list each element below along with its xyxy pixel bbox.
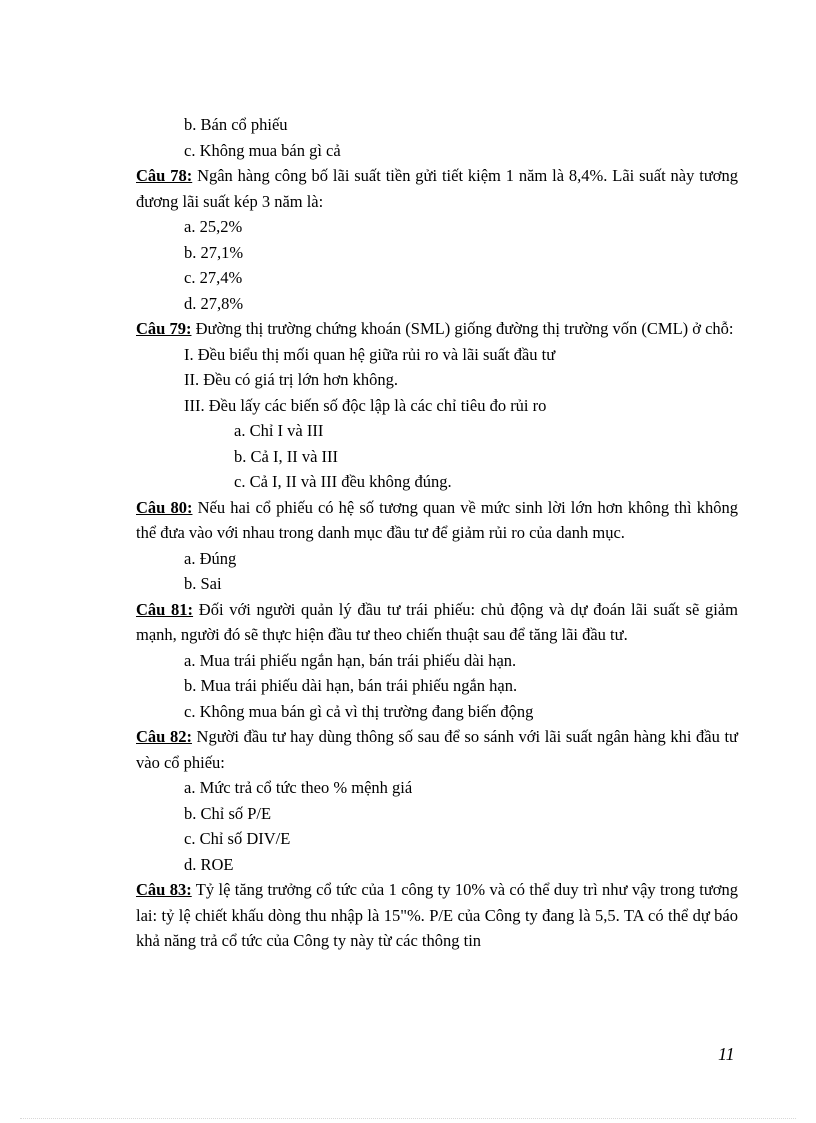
option-line: c. Không mua bán gì cả xyxy=(184,140,341,160)
option-line: c. Cả I, II và III đều không đúng. xyxy=(234,472,452,491)
option-line: b. Mua trái phiếu dài hạn, bán trái phiếu ngắn hạn. xyxy=(184,676,518,695)
question-label: Câu 78: xyxy=(136,166,193,185)
question-text: Tỷ lệ tăng trưởng cổ tức của 1 công ty 10% và có thể duy trì như vậy trong tương lai: tỷ lệ chiết khấu dòng thu nhập là 15"%. P/E của Công ty đang là 5,5. TA có thể dự báo khả năng trả cổ tức của Công ty này từ các thông tin xyxy=(136,880,738,950)
question-text: Người đầu tư hay dùng thông số sau để so sánh với lãi suất ngân hàng khi đầu tư vào cổ phiếu: xyxy=(136,727,739,772)
option-line: c. Không mua bán gì cả vì thị trường đang biến động xyxy=(184,701,534,721)
question-label: Câu 80: xyxy=(136,497,193,517)
statement-line: I. Đều biểu thị mối quan hệ giữa rủi ro và lãi suất đầu tư xyxy=(184,344,556,364)
question-text: Đường thị trường chứng khoán (SML) giống đường thị trường vốn (CML) ở chỗ: xyxy=(191,319,734,338)
question-label: Câu 79: xyxy=(136,319,192,338)
option-line: c. Chỉ số DIV/E xyxy=(184,829,291,848)
document-body xyxy=(136,112,738,954)
option-line: d. 27,8% xyxy=(184,293,244,313)
footer-divider xyxy=(20,1118,796,1119)
question-label: Câu 83: xyxy=(136,880,192,899)
option-line: a. Mua trái phiếu ngắn hạn, bán trái phiếu dài hạn. xyxy=(184,650,517,670)
question-82 xyxy=(136,724,738,775)
question-label: Câu 82: xyxy=(136,727,192,746)
question-81 xyxy=(136,597,738,648)
question-80 xyxy=(136,495,738,546)
option-line: d. ROE xyxy=(184,854,234,874)
question-text: Đối với người quản lý đầu tư trái phiếu: chủ động và dự đoán lãi suất sẽ giảm mạnh, người đó sẽ thực hiện đầu tư theo chiến thuật sau để tăng lãi đầu tư. xyxy=(136,599,738,644)
option-line: a. 25,2% xyxy=(184,217,243,236)
question-78 xyxy=(136,163,738,214)
option-line: a. Đúng xyxy=(184,548,237,568)
option-line: b. Chỉ số P/E xyxy=(184,803,272,823)
option-line: b. Sai xyxy=(184,574,222,593)
question-text: Ngân hàng công bố lãi suất tiền gửi tiết kiệm 1 năm là 8,4%. Lãi suất này tương đương lãi suất kép 3 năm là: xyxy=(136,166,738,211)
option-line: b. Bán cổ phiếu xyxy=(184,115,288,134)
question-83 xyxy=(136,877,738,954)
question-79 xyxy=(136,316,738,342)
question-label: Câu 81: xyxy=(136,599,194,619)
option-line: b. Cả I, II và III xyxy=(234,446,338,466)
page-number: 11 xyxy=(718,1044,735,1064)
statement-line: II. Đều có giá trị lớn hơn không. xyxy=(184,370,399,389)
option-line: a. Chỉ I và III xyxy=(234,421,324,440)
option-line: c. 27,4% xyxy=(184,268,243,287)
option-line: a. Mức trả cổ tức theo % mệnh giá xyxy=(184,778,413,797)
question-text: Nếu hai cổ phiếu có hệ số tương quan về mức sinh lời lớn hơn không thì không thể đưa vào với nhau trong danh mục đầu tư để giảm rủi ro của danh mục. xyxy=(136,497,738,542)
option-line: b. 27,1% xyxy=(184,242,244,262)
statement-line: III. Đều lấy các biến số độc lập là các chỉ tiêu đo rủi ro xyxy=(184,395,547,415)
